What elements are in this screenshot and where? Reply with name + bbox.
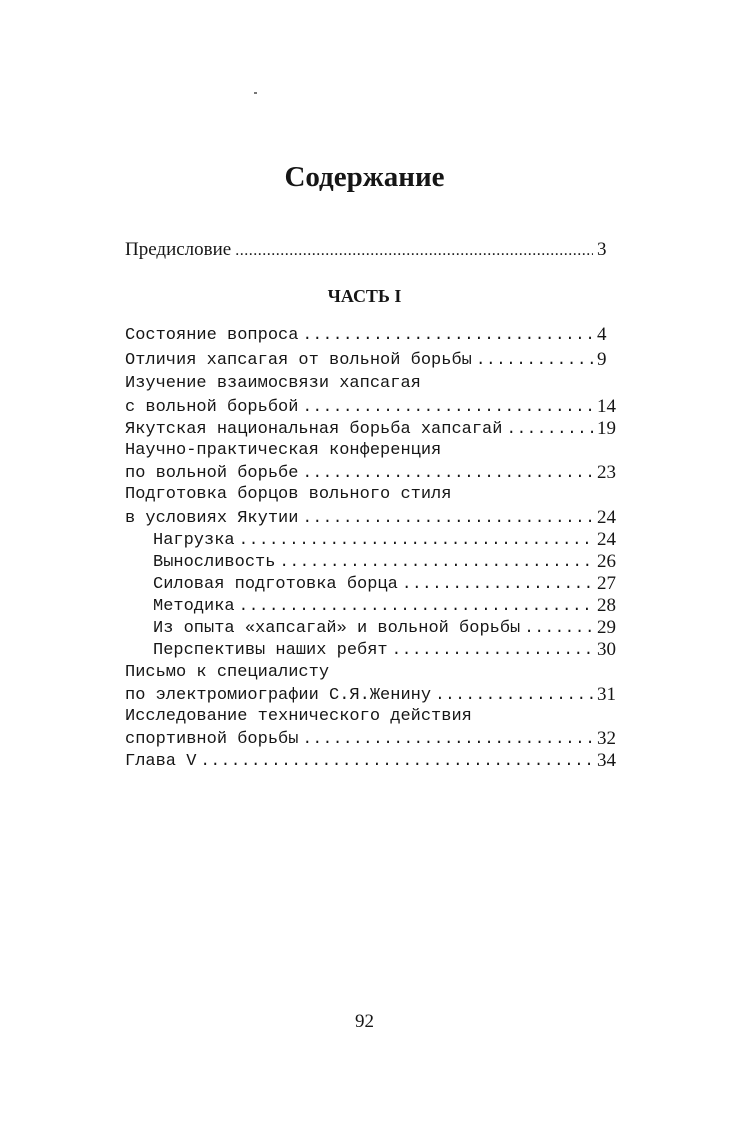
page-title: Содержание: [284, 161, 445, 193]
toc-entry-text: Предисловие: [125, 239, 232, 260]
toc-page-number: 28: [597, 595, 616, 616]
leader-dots: [476, 348, 593, 373]
toc-entry-text: Методика: [153, 597, 235, 616]
toc-entry-text: с вольной борьбой: [125, 398, 299, 417]
toc-entry-text: Исследование технического действия: [125, 707, 472, 726]
toc-entry-differences[interactable]: [0, 348, 729, 372]
toc-entry-text: Выносливость: [153, 553, 276, 572]
toc-entry-conference[interactable]: [0, 461, 729, 485]
toc-page-number: 23: [597, 462, 616, 483]
toc-subentry-endurance[interactable]: [0, 550, 729, 574]
toc-page-number: 26: [597, 551, 616, 572]
toc-entry-state[interactable]: [0, 323, 729, 347]
toc-subentry-load[interactable]: [0, 528, 729, 552]
toc-entry-research-line1[interactable]: [0, 705, 729, 729]
toc-page-number: 24: [597, 529, 616, 550]
toc-entry-text: Глава V: [125, 752, 197, 771]
toc-entry-text: Отличия хапсагая от вольной борьбы: [125, 351, 472, 370]
toc-entry-text: Письмо к специалисту: [125, 663, 330, 682]
toc-entry-text: Изучение взаимосвязи хапсагая: [125, 374, 421, 393]
toc-entry-text: Состояние вопроса: [125, 326, 299, 345]
part-heading: ЧАСТЬ I: [327, 286, 402, 306]
leader-dots: [200, 749, 593, 774]
toc-entry-text: Нагрузка: [153, 531, 235, 550]
leader-dots: [235, 238, 593, 263]
toc-page-number: 29: [597, 617, 616, 638]
toc-page-number: 32: [597, 728, 616, 749]
toc-page-number: 34: [597, 750, 616, 771]
toc-entry-text: Из опыта «хапсагай» и вольной борьбы: [153, 619, 521, 638]
leader-dots: [302, 323, 593, 348]
toc-entry-text: Силовая подготовка борца: [153, 575, 398, 594]
toc-entry-letter[interactable]: [0, 683, 729, 707]
toc-entry-study-line1[interactable]: [0, 372, 729, 396]
toc-entry-text: Якутская национальная борьба хапсагай: [125, 420, 503, 439]
toc-entry-text: по электромиографии С.Я.Женину: [125, 686, 432, 705]
page-number: 92: [355, 1011, 374, 1032]
toc-entry-preparation-line1[interactable]: [0, 483, 729, 507]
toc-entry-text: по вольной борьбе: [125, 464, 299, 483]
toc-page-number: 14: [597, 396, 616, 417]
toc-page-number: 31: [597, 684, 616, 705]
toc-subentry-method[interactable]: [0, 594, 729, 618]
toc-page-number: 24: [597, 507, 616, 528]
toc-entry-yakut-wrestling[interactable]: [0, 417, 729, 441]
toc-entry-research[interactable]: [0, 727, 729, 751]
toc-entry-preface[interactable]: [0, 238, 729, 262]
toc-entry-text: Подготовка борцов вольного стиля: [125, 485, 452, 504]
toc-entry-study[interactable]: [0, 395, 729, 419]
scan-speck: [254, 92, 257, 94]
toc-subentry-experience[interactable]: [0, 616, 729, 640]
toc-page-number: 27: [597, 573, 616, 594]
toc-entry-conference-line1[interactable]: [0, 439, 729, 463]
toc-page-number: 30: [597, 639, 616, 660]
toc-page-number: 4: [597, 324, 607, 345]
toc-entry-text: в условиях Якутии: [125, 509, 299, 528]
toc-entry-text: Научно-практическая конференция: [125, 441, 442, 460]
toc-page-number: 3: [597, 239, 607, 260]
toc-subentry-strength[interactable]: [0, 572, 729, 596]
toc-entry-text: Перспективы наших ребят: [153, 641, 388, 660]
toc-page-number: 9: [597, 349, 607, 370]
toc-entry-preparation[interactable]: [0, 506, 729, 530]
toc-subentry-prospects[interactable]: [0, 638, 729, 662]
leader-dots: [392, 638, 593, 663]
toc-entry-chapter5[interactable]: [0, 749, 729, 773]
toc-entry-text: спортивной борьбы: [125, 730, 299, 749]
toc-entry-letter-line1[interactable]: [0, 661, 729, 685]
toc-page-number: 19: [597, 418, 616, 439]
